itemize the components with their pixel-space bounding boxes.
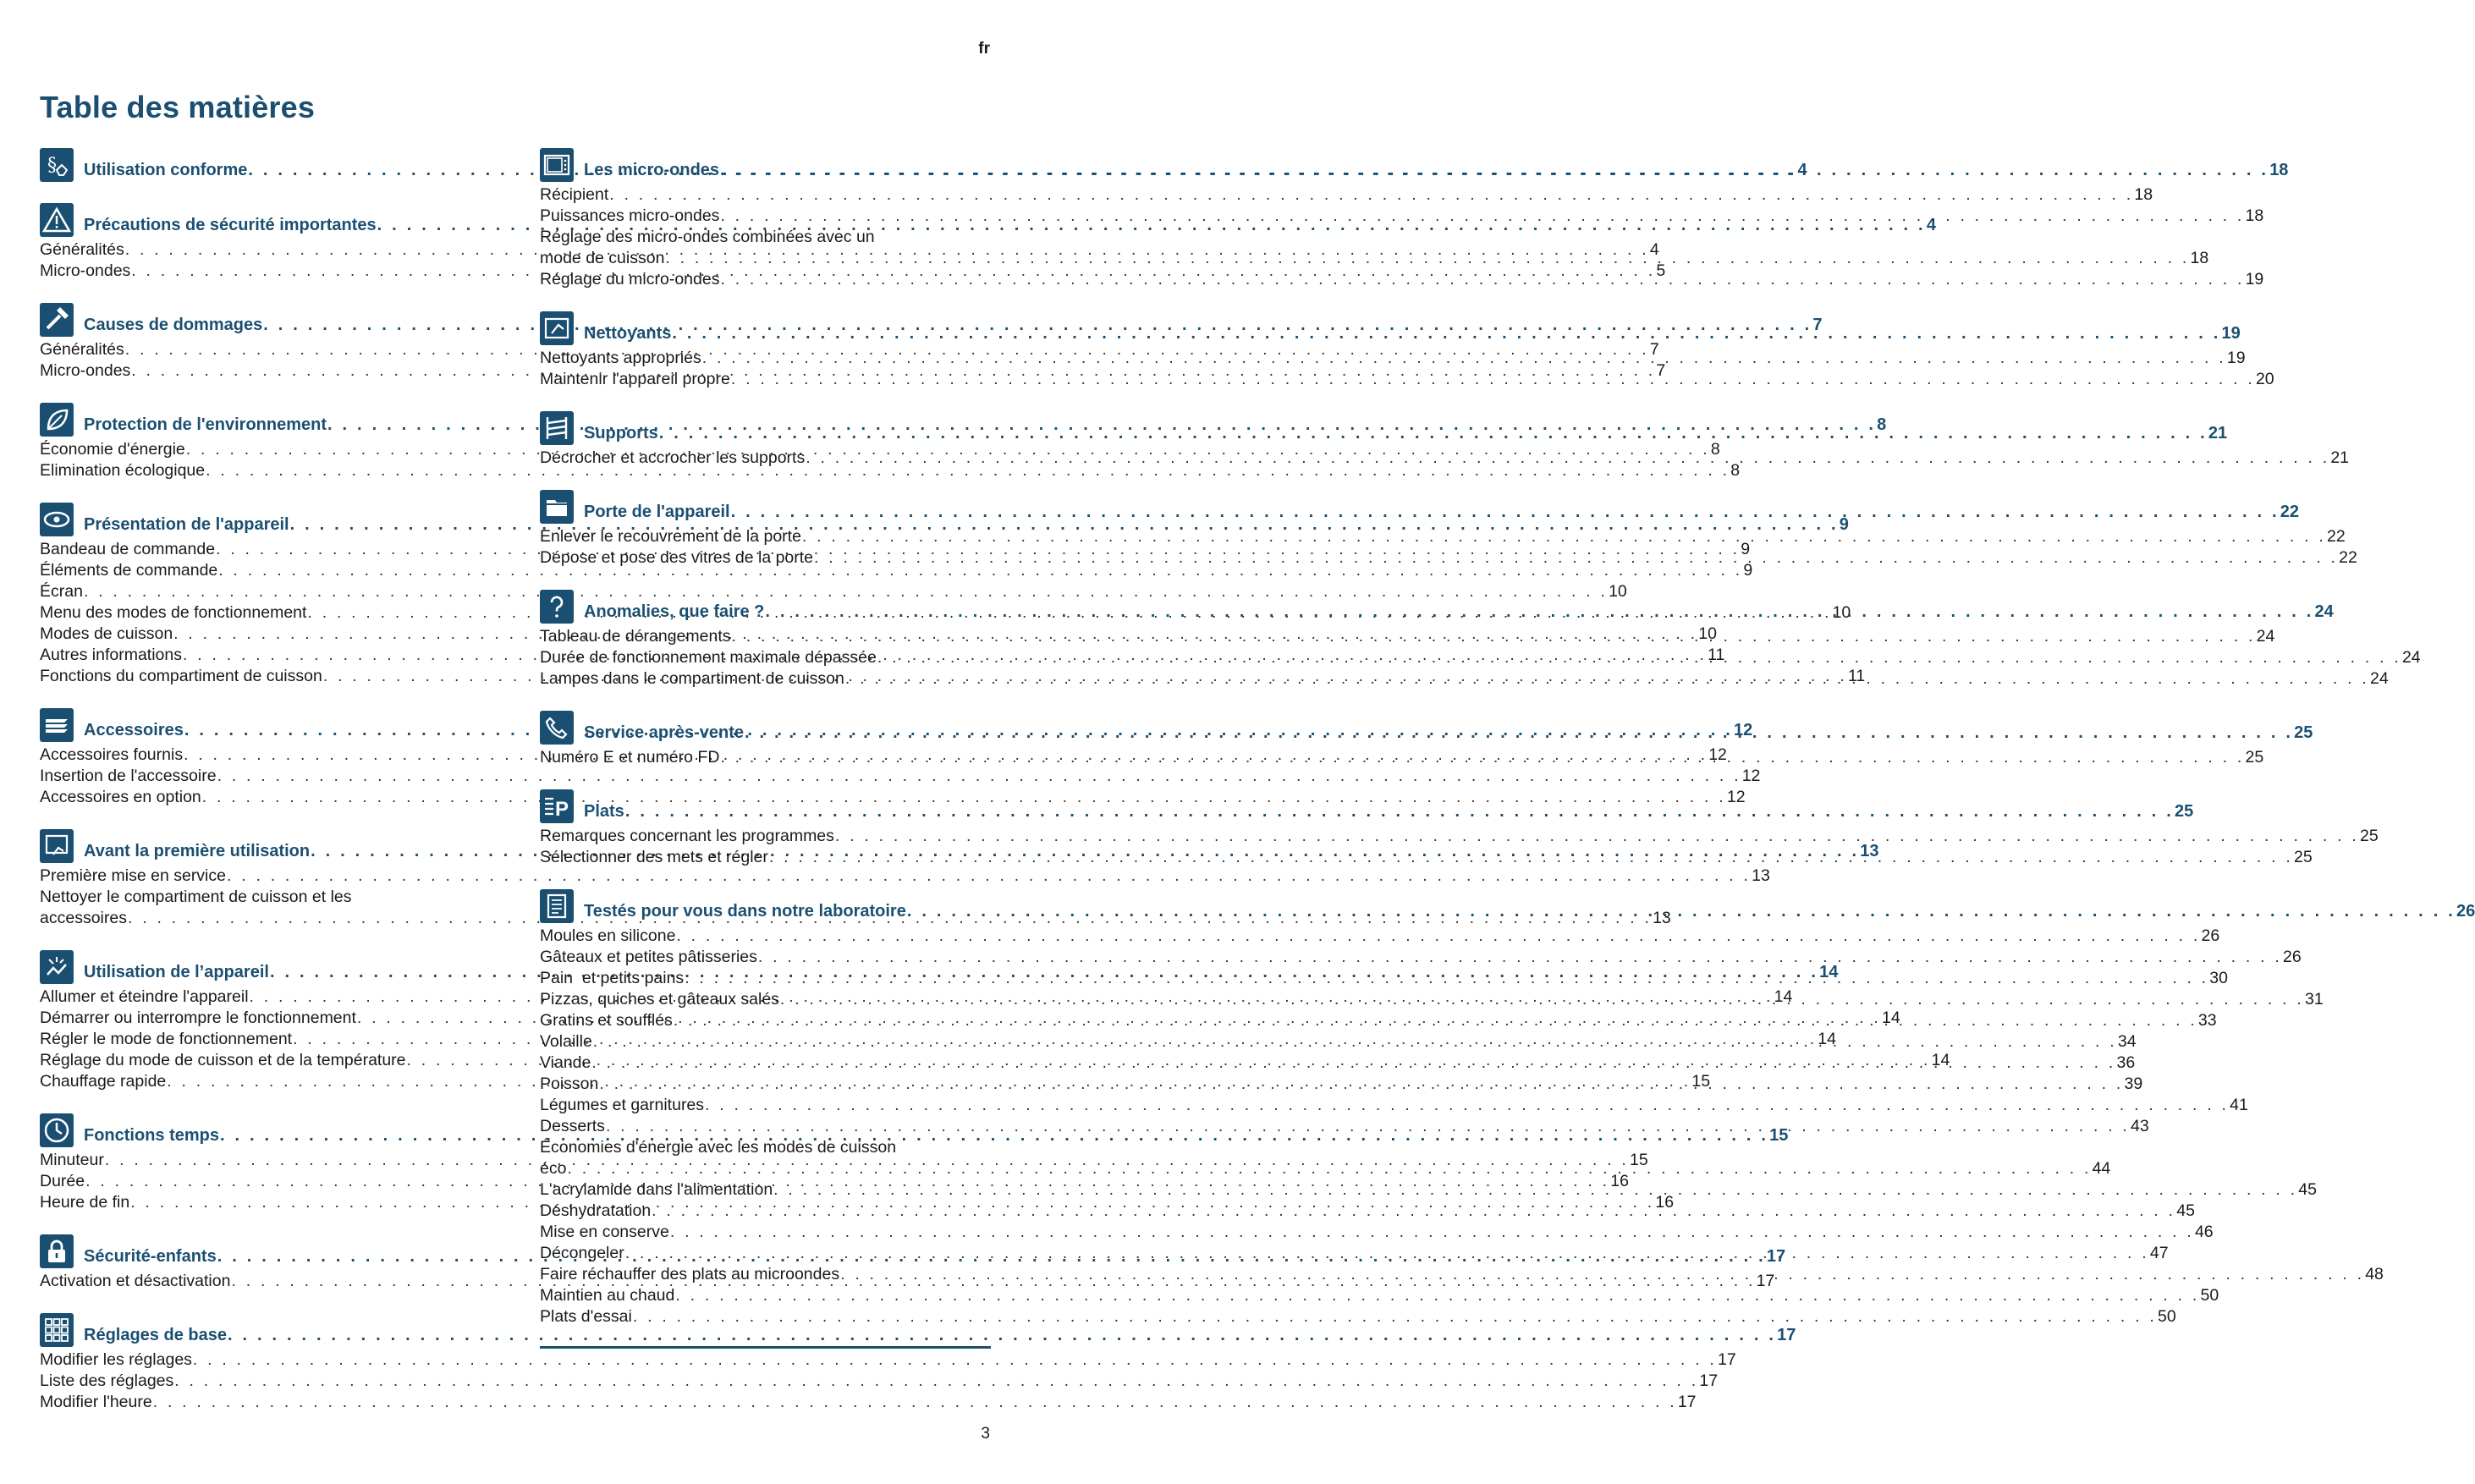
toc-section-title: Nettoyants bbox=[584, 324, 672, 343]
toc-entry[interactable] bbox=[540, 926, 2220, 947]
toc-entry[interactable] bbox=[40, 460, 1741, 481]
toc-entry[interactable] bbox=[540, 269, 2264, 290]
toc-entry-label: Viande bbox=[540, 1053, 591, 1072]
dot-leader bbox=[633, 1306, 2157, 1327]
toc-entry-label: Généralités bbox=[40, 240, 124, 259]
toc-entry-label: Récipient bbox=[540, 185, 609, 204]
eye-icon bbox=[40, 503, 74, 536]
toc-entry-label: Réglage du mode de cuisson et de la température bbox=[40, 1051, 406, 1069]
toc-entry-page: 44 bbox=[2092, 1159, 2111, 1178]
dot-leader bbox=[606, 1116, 2130, 1137]
toc-entry-label: Accessoires fournis bbox=[40, 745, 184, 764]
toc-entry-page: 16 bbox=[1610, 1172, 1629, 1190]
toc-entry[interactable] bbox=[40, 1371, 1719, 1392]
dot-leader bbox=[835, 826, 2359, 847]
toc-section-header[interactable] bbox=[540, 409, 2228, 445]
page-title: Table des matières bbox=[40, 90, 316, 124]
toc-section bbox=[540, 488, 2357, 569]
grid-settings-icon bbox=[40, 1313, 74, 1347]
toc-entry-label: Modifier l'heure bbox=[40, 1393, 152, 1411]
toc-entry-label: Durée bbox=[40, 1172, 85, 1190]
toc-entry-page: 50 bbox=[2200, 1286, 2219, 1305]
toc-section-title-row bbox=[584, 424, 2227, 445]
toc-section-title: Fonctions temps bbox=[84, 1126, 220, 1145]
toc-entry-page: 12 bbox=[1741, 767, 1761, 785]
toc-section-page: 26 bbox=[2456, 902, 2475, 921]
toc-section-page: 4 bbox=[1797, 161, 1807, 179]
toc-section-title: Présentation de l'appareil bbox=[84, 515, 289, 534]
toc-section-title: Plats bbox=[584, 802, 624, 821]
toc-section-page: 21 bbox=[2208, 424, 2228, 442]
toc-entry-label: Moules en silicone bbox=[540, 926, 676, 945]
toc-entry[interactable] bbox=[540, 1095, 2248, 1116]
dot-leader bbox=[745, 723, 2293, 743]
toc-entry-label: L'acrylamide dans l'alimentation bbox=[540, 1180, 773, 1199]
toc-entry-label: Micro-ondes bbox=[40, 361, 131, 380]
dot-leader bbox=[675, 1285, 2199, 1306]
toc-entry-label: Plats d'essai bbox=[540, 1307, 632, 1326]
toc-entry-page: 31 bbox=[2305, 990, 2324, 1009]
toc-entry-label: Remarques concernant les programmes bbox=[540, 827, 834, 845]
toc-entry[interactable] bbox=[540, 826, 2379, 847]
toc-entry[interactable] bbox=[40, 1349, 1736, 1371]
toc-entry-page: 21 bbox=[2330, 448, 2350, 467]
toc-entry-page: 22 bbox=[2327, 527, 2346, 546]
toc-section-page: 25 bbox=[2294, 723, 2313, 742]
toc-entry-page: 10 bbox=[1698, 624, 1717, 643]
toc-entry-page: 19 bbox=[2226, 349, 2246, 367]
toc-entry-page: 45 bbox=[2176, 1201, 2195, 1220]
svg-text:P: P bbox=[555, 798, 569, 821]
dot-leader bbox=[731, 369, 2255, 390]
toc-entry-page: 10 bbox=[1832, 603, 1851, 622]
toc-entry-page: 20 bbox=[2255, 370, 2274, 388]
toc-section-header[interactable] bbox=[540, 310, 2241, 345]
toc-entry-label: Desserts bbox=[540, 1117, 605, 1135]
toc-section-header[interactable] bbox=[540, 488, 2299, 524]
dot-leader bbox=[720, 206, 2244, 227]
dot-leader bbox=[720, 161, 2269, 180]
dot-leader bbox=[773, 1179, 2297, 1201]
toc-section-page: 17 bbox=[1777, 1326, 1796, 1344]
toc-section-title: Anomalies, que faire ? bbox=[584, 602, 765, 621]
question-icon bbox=[540, 590, 574, 624]
toc-entry-page: 26 bbox=[2201, 926, 2220, 945]
toc-entry-page: 12 bbox=[1708, 745, 1727, 764]
door-icon bbox=[540, 490, 574, 524]
toc-entry-label: Tableau de dérangements bbox=[540, 627, 731, 646]
dot-leader bbox=[705, 1095, 2229, 1116]
dot-leader bbox=[652, 1201, 2175, 1222]
lock-icon bbox=[40, 1234, 74, 1268]
dot-leader bbox=[780, 989, 2304, 1010]
toc-entry-page: 14 bbox=[1774, 987, 1793, 1006]
dot-leader bbox=[769, 847, 2293, 868]
toc-entry[interactable] bbox=[540, 1285, 2219, 1306]
dot-leader bbox=[731, 503, 2280, 522]
toc-section-title: Utilisation conforme bbox=[84, 161, 248, 179]
accessories-icon bbox=[40, 708, 74, 742]
toc-entry-label: mode de cuisson bbox=[540, 249, 665, 267]
toc-entry-label: Gratins et soufflés bbox=[540, 1011, 673, 1030]
toc-section-title-row bbox=[584, 902, 2475, 923]
toc-section-page: 9 bbox=[1839, 515, 1849, 534]
toc-entry-label: Autres informations bbox=[40, 646, 182, 664]
toc-section-title: Avant la première utilisation bbox=[84, 842, 311, 860]
toc-entry-page: 16 bbox=[1655, 1193, 1675, 1212]
language-code: fr bbox=[978, 40, 990, 58]
toc-section-title: Les micro-ondes bbox=[584, 161, 720, 179]
toc-section-title-row bbox=[584, 503, 2299, 524]
toc-entry-page: 7 bbox=[1656, 361, 1666, 380]
toc-entry-label: Poisson bbox=[540, 1075, 599, 1093]
toc-entry-label: Réglage du micro-ondes bbox=[540, 270, 720, 289]
toc-entry-label: Menu des modes de fonctionnement bbox=[40, 603, 307, 622]
toc-entry-page: 48 bbox=[2365, 1265, 2384, 1283]
dot-leader bbox=[845, 668, 2369, 690]
document-icon bbox=[540, 889, 574, 923]
toc-entry[interactable] bbox=[40, 1392, 1697, 1413]
toc-entry-label: Nettoyants appropriés bbox=[540, 349, 701, 367]
toc-entry[interactable] bbox=[540, 369, 2274, 390]
toc-entry-label: Sélectionner des mets et régler bbox=[540, 848, 768, 866]
toc-entry[interactable] bbox=[540, 526, 2346, 547]
toc-section-title: Service après-vente bbox=[584, 723, 745, 742]
toc-entry-page: 11 bbox=[1847, 667, 1866, 685]
toc-entry[interactable] bbox=[540, 947, 2302, 968]
dot-leader bbox=[153, 1392, 1677, 1413]
dot-leader bbox=[802, 526, 2326, 547]
toc-entry-page: 14 bbox=[1931, 1051, 1950, 1069]
dot-leader bbox=[732, 626, 2256, 647]
toc-entry-label: Bandeau de commande bbox=[40, 540, 216, 558]
toc-entry-page: 14 bbox=[1818, 1030, 1836, 1048]
dot-leader bbox=[806, 448, 2329, 469]
cleaning-icon bbox=[540, 311, 574, 345]
toc-entry-page: 7 bbox=[1649, 340, 1659, 359]
toc-entry-page: 25 bbox=[2245, 748, 2264, 767]
toc-entry[interactable] bbox=[40, 560, 1753, 581]
toc-entry-page: 10 bbox=[1609, 582, 1627, 601]
page-number: 3 bbox=[981, 1425, 990, 1443]
dot-leader bbox=[609, 184, 2133, 206]
toc-entry-label: Liste des réglages bbox=[40, 1371, 174, 1390]
toc-entry-page: 24 bbox=[2369, 669, 2389, 688]
hammer-icon bbox=[40, 303, 74, 337]
toc-entry-label: Démarrer ou interrompre le fonctionnement bbox=[40, 1009, 356, 1027]
toc-entry-label: Accessoires en option bbox=[40, 788, 201, 806]
dot-leader bbox=[659, 424, 2208, 443]
toc-entry-page: 18 bbox=[2134, 185, 2153, 204]
toc-entry-label: Généralités bbox=[40, 340, 124, 359]
dot-leader bbox=[625, 1243, 2149, 1264]
toc-section bbox=[540, 146, 2289, 290]
toc-entry[interactable] bbox=[540, 184, 2153, 206]
dot-leader bbox=[599, 1074, 2123, 1095]
dot-leader bbox=[758, 947, 2282, 968]
toc-entry[interactable] bbox=[40, 766, 1761, 787]
hand-operation-icon bbox=[40, 950, 74, 984]
dot-leader bbox=[814, 547, 2338, 569]
toc-entry-page: 9 bbox=[1741, 540, 1751, 558]
toc-entry-page: 43 bbox=[2131, 1117, 2149, 1135]
toc-entry-page: 18 bbox=[2245, 206, 2264, 225]
toc-section-title: Réglages de base bbox=[84, 1326, 227, 1344]
toc-section-title: Porte de l'appareil bbox=[584, 503, 730, 521]
toc-entry-label: Faire réchauffer des plats au microondes bbox=[540, 1265, 840, 1283]
toc-section-title: Accessoires bbox=[84, 721, 184, 739]
toc-entry-label: Volaille bbox=[540, 1032, 592, 1051]
toc-entry-label: Durée de fonctionnement maximale dépassée bbox=[540, 648, 877, 667]
dot-leader bbox=[593, 1031, 2117, 1053]
toc-entry-label: Économie d'énergie bbox=[40, 440, 185, 459]
dot-leader bbox=[840, 1264, 2364, 1285]
toc-entry-page: 17 bbox=[1677, 1393, 1697, 1411]
toc-entry-page: 5 bbox=[1656, 261, 1666, 280]
toc-entry-page: 25 bbox=[2294, 848, 2313, 866]
toc-entry-page: 22 bbox=[2339, 548, 2357, 567]
toc-entry-label: Lampes dans le compartiment de cuisson bbox=[540, 669, 844, 688]
toc-entry-page: 4 bbox=[1649, 240, 1659, 259]
toc-entry-label: Première mise en service bbox=[40, 866, 226, 885]
toc-entry-page: 45 bbox=[2298, 1180, 2317, 1199]
toc-entry-page: 13 bbox=[1752, 866, 1770, 885]
toc-entry-page: 30 bbox=[2209, 969, 2228, 987]
toc-entry-label: Mise en conserve bbox=[540, 1223, 669, 1241]
toc-entry-label: Régler le mode de fonctionnement bbox=[40, 1030, 293, 1048]
toc-entry-page: 13 bbox=[1653, 909, 1671, 927]
toc-section-title-row bbox=[584, 324, 2241, 345]
toc-entry[interactable] bbox=[540, 248, 2209, 269]
toc-entry[interactable] bbox=[540, 1306, 2176, 1327]
dot-leader bbox=[676, 926, 2200, 947]
toc-entry-page: 11 bbox=[1708, 646, 1725, 664]
toc-section-page: 12 bbox=[1734, 721, 1753, 739]
toc-section-page: 7 bbox=[1812, 316, 1823, 334]
toc-entry-page: 25 bbox=[2360, 827, 2379, 845]
dot-leader bbox=[174, 1371, 1698, 1392]
dot-leader bbox=[877, 647, 2401, 668]
toc-entry-page: 17 bbox=[1699, 1371, 1719, 1390]
phone-icon bbox=[540, 711, 574, 745]
toc-entry-label: Modifier les réglages bbox=[40, 1350, 192, 1369]
toc-entry-label: Pain et petits pains bbox=[540, 969, 685, 987]
toc-entry-label: Maintenir l'appareil propre bbox=[540, 370, 730, 388]
dot-leader bbox=[702, 348, 2226, 369]
toc-section-title: Précautions de sécurité importantes bbox=[84, 216, 377, 234]
dot-leader bbox=[567, 1158, 2091, 1179]
toc-entry-page: 15 bbox=[1629, 1151, 1648, 1169]
rails-icon bbox=[540, 411, 574, 445]
divider-rule bbox=[540, 1346, 991, 1349]
toc-entry-label: Maintien au chaud bbox=[540, 1286, 675, 1305]
toc-entry-label: Micro-ondes bbox=[40, 261, 131, 280]
toc-entry-label: Puissances micro-ondes bbox=[540, 206, 720, 225]
toc-section-page: 13 bbox=[1860, 842, 1879, 860]
toc-section-title-row bbox=[584, 602, 2334, 624]
toc-entry-page: 24 bbox=[2401, 648, 2421, 667]
toc-entry[interactable] bbox=[540, 348, 2246, 369]
toc-entry-label: Activation et désactivation bbox=[40, 1272, 231, 1290]
toc-entry-label: Elimination écologique bbox=[40, 461, 206, 480]
toc-entry-page: 26 bbox=[2283, 948, 2302, 966]
toc-entry-label: Chauffage rapide bbox=[40, 1072, 167, 1091]
toc-entry[interactable] bbox=[540, 448, 2350, 469]
dot-leader bbox=[625, 802, 2174, 822]
dot-leader bbox=[193, 1349, 1717, 1371]
toc-entry[interactable] bbox=[540, 1222, 2214, 1243]
toc-entry-label-line: Nettoyer le compartiment de cuisson et les bbox=[40, 888, 352, 906]
toc-section-title-row bbox=[584, 723, 2313, 745]
dot-leader bbox=[591, 1053, 2115, 1074]
dot-leader bbox=[670, 1222, 2194, 1243]
toc-section-header[interactable] bbox=[540, 146, 2289, 182]
toc-entry-page: 15 bbox=[1691, 1072, 1711, 1091]
toc-entry-page: 14 bbox=[1882, 1009, 1900, 1027]
toc-entry-label: Éléments de commande bbox=[40, 561, 218, 580]
toc-entry-label: Enlever le recouvrement de la porte bbox=[540, 527, 801, 546]
clock-icon bbox=[40, 1113, 74, 1147]
toc-section bbox=[540, 310, 2274, 390]
toc-entry-page: 19 bbox=[2245, 270, 2264, 289]
toc-entry-label: Fonctions du compartiment de cuisson bbox=[40, 667, 322, 685]
toc-section-title: Sécurité-enfants bbox=[84, 1247, 217, 1266]
toc-entry-page: 41 bbox=[2230, 1096, 2248, 1114]
toc-entry-page: 33 bbox=[2197, 1011, 2217, 1030]
toc-section-page: 15 bbox=[1769, 1126, 1789, 1145]
toc-section-title: Testés pour vous dans notre laboratoire bbox=[584, 902, 906, 921]
dot-leader bbox=[228, 1326, 1776, 1345]
toc-section-page: 19 bbox=[2221, 324, 2241, 343]
toc-entry[interactable] bbox=[40, 866, 1770, 887]
dot-leader bbox=[674, 1010, 2197, 1031]
dot-leader bbox=[672, 324, 2220, 344]
toc-section-title-row bbox=[584, 802, 2193, 823]
toc-entry-label: Déshydratation bbox=[540, 1201, 652, 1220]
toc-section-page: 8 bbox=[1877, 415, 1887, 434]
toc-entry-page: 39 bbox=[2124, 1075, 2143, 1093]
toc-entry[interactable] bbox=[540, 547, 2357, 569]
first-use-icon bbox=[40, 829, 74, 863]
toc-entry-page: 12 bbox=[1726, 788, 1746, 806]
toc-section-page: 14 bbox=[1819, 963, 1839, 981]
toc-section-title-row bbox=[584, 161, 2288, 182]
toc-section bbox=[540, 409, 2350, 469]
leaf-icon bbox=[40, 403, 74, 437]
dot-leader bbox=[665, 248, 2189, 269]
toc-entry-page: 50 bbox=[2157, 1307, 2176, 1326]
toc-section-title: Supports bbox=[584, 424, 658, 442]
toc-entry-label-line: Réglage des micro-ondes combinées avec un bbox=[540, 228, 875, 246]
toc-entry[interactable] bbox=[40, 787, 1746, 808]
dot-leader bbox=[720, 747, 2244, 768]
dot-leader bbox=[765, 602, 2313, 622]
toc-section-page: 25 bbox=[2174, 802, 2194, 821]
toc-entry-label: Heure de fin bbox=[40, 1193, 130, 1212]
toc-entry-page: 47 bbox=[2149, 1244, 2169, 1262]
toc-entry-label: Légumes et garnitures bbox=[540, 1096, 705, 1114]
toc-section-page: 17 bbox=[1766, 1247, 1786, 1266]
toc-section-title: Utilisation de l’appareil bbox=[84, 963, 269, 981]
toc-section-title: Protection de l'environnement bbox=[84, 415, 327, 434]
toc-entry-label: Décrocher et accrocher les supports bbox=[540, 448, 806, 467]
toc-entry-label: Écran bbox=[40, 582, 83, 601]
microwave-icon bbox=[540, 148, 574, 182]
toc-entry-label: Numéro E et numéro FD bbox=[540, 748, 720, 767]
toc-section-page: 4 bbox=[1926, 216, 1936, 234]
toc-entry-label: Allumer et éteindre l'appareil bbox=[40, 987, 249, 1006]
programs-icon bbox=[540, 789, 574, 823]
toc-entry-page: 8 bbox=[1730, 461, 1741, 480]
svg-text:§: § bbox=[47, 155, 57, 176]
toc-entry-label: éco bbox=[540, 1159, 567, 1178]
toc-section-page: 24 bbox=[2314, 602, 2334, 621]
toc-entry-page: 36 bbox=[2116, 1053, 2136, 1072]
toc-entry-label: Pizzas, quiches et gâteaux salés bbox=[540, 990, 779, 1009]
toc-entry-label: Insertion de l'accessoire bbox=[40, 767, 217, 785]
toc-entry-page: 17 bbox=[1718, 1350, 1736, 1369]
toc-entry-page: 34 bbox=[2117, 1032, 2137, 1051]
toc-section-page: 18 bbox=[2269, 161, 2289, 179]
toc-section-page: 22 bbox=[2280, 503, 2299, 521]
paragraph-hand-icon bbox=[40, 148, 74, 182]
dot-leader bbox=[907, 902, 2456, 921]
toc-entry-page: 9 bbox=[1743, 561, 1753, 580]
toc-entry-label-line: Économies d'énergie avec les modes de cuisson bbox=[540, 1138, 897, 1157]
warning-triangle-icon bbox=[40, 203, 74, 237]
toc-entry-page: 46 bbox=[2194, 1223, 2214, 1241]
toc-section-title: Causes de dommages bbox=[84, 316, 263, 334]
toc-entry-page: 8 bbox=[1710, 440, 1720, 459]
toc-entry-page: 24 bbox=[2256, 627, 2275, 646]
toc-entry-page: 18 bbox=[2190, 249, 2209, 267]
toc-entry-page: 17 bbox=[1756, 1272, 1775, 1290]
dot-leader bbox=[720, 269, 2244, 290]
toc-entry-label: Minuteur bbox=[40, 1151, 104, 1169]
toc-entry-label: Décongeler bbox=[540, 1244, 624, 1262]
toc-entry[interactable] bbox=[540, 206, 2264, 227]
dot-leader bbox=[685, 968, 2208, 989]
toc-entry[interactable] bbox=[40, 581, 1627, 602]
toc-entry-label: Dépose et pose des vitres de la porte bbox=[540, 548, 814, 567]
toc-entry-label: Gâteaux et petites pâtisseries bbox=[540, 948, 757, 966]
toc-entry-label: Modes de cuisson bbox=[40, 624, 173, 643]
toc-entry-label: accessoires bbox=[40, 909, 127, 927]
